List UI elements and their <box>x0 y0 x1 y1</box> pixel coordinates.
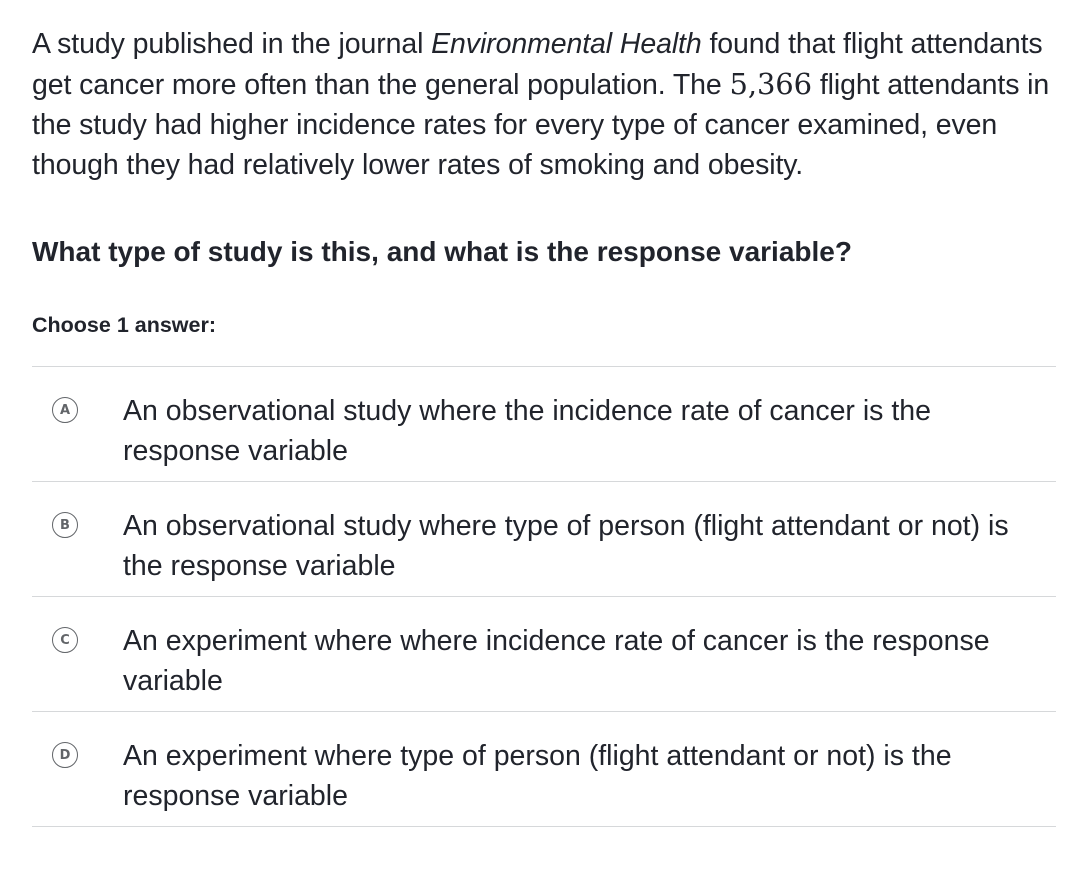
choice-b-letter-icon[interactable]: B <box>52 512 78 538</box>
choice-b[interactable] <box>32 482 1056 597</box>
attendant-count: 5,366 <box>729 67 812 101</box>
choice-a-letter-icon[interactable]: A <box>52 397 78 423</box>
choice-c[interactable] <box>32 597 1056 712</box>
choice-d[interactable] <box>32 712 1056 827</box>
choice-a[interactable] <box>32 367 1056 482</box>
question-prompt: What type of study is this, and what is the response variable? <box>32 236 852 267</box>
choice-d-letter-icon[interactable]: D <box>52 742 78 768</box>
passage-part-3: flight attendants in the study had higher incidence rates for every type of cancer examined, even though they had relatively lower rates of smoking and obesity. <box>32 69 1050 181</box>
journal-name: Environmental Health <box>431 28 702 60</box>
choice-d-text[interactable]: An experiment where type of person (flight attendant or not) is the response variable <box>123 740 952 812</box>
choice-c-letter-icon[interactable]: C <box>52 627 78 653</box>
passage-part-2: found that flight attendants get cancer more often than the general population. The <box>32 28 1043 101</box>
passage-text <box>32 24 1056 185</box>
answer-instruction: Choose 1 answer: <box>32 313 216 337</box>
exercise <box>32 24 1056 827</box>
choice-a-text[interactable]: An observational study where the incidence rate of cancer is the response variable <box>123 395 931 467</box>
answer-choices <box>32 366 1056 827</box>
passage-part-1: A study published in the journal <box>32 28 432 60</box>
choice-b-text[interactable]: An observational study where type of person (flight attendant or not) is the response variable <box>123 510 1009 582</box>
choice-c-text[interactable]: An experiment where where incidence rate of cancer is the response variable <box>123 625 990 697</box>
